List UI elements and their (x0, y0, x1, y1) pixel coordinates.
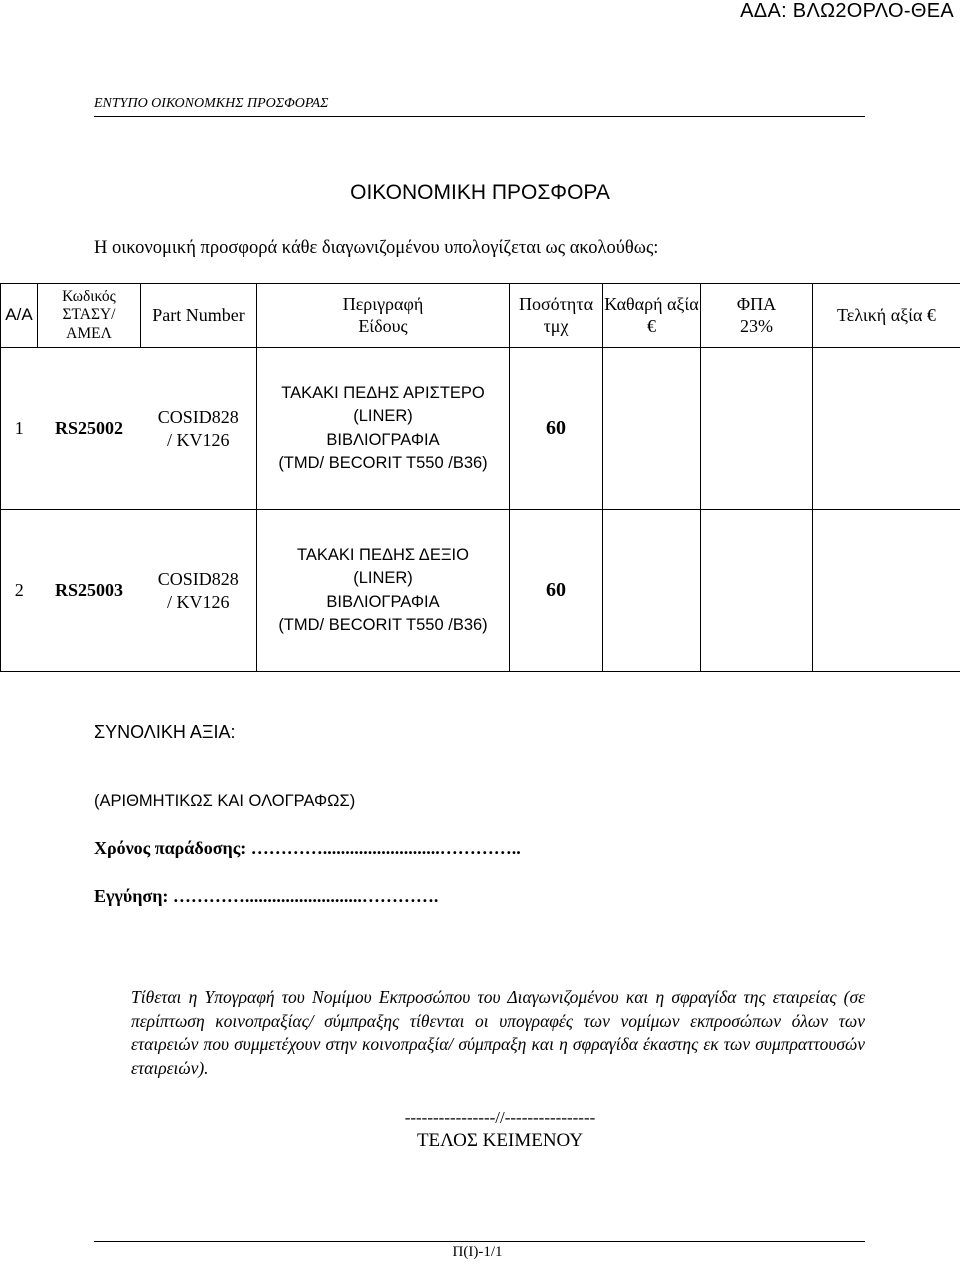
header-net-value-line2: € (647, 315, 656, 336)
row-aa: 1 (1, 348, 38, 510)
table-row (1, 510, 960, 672)
row-description-line4: (TMD/ BECORIT T550 /B36) (278, 453, 488, 472)
row-total (813, 348, 960, 510)
row-description-line2: (LINER) (353, 569, 413, 588)
header-code-line2: ΣΤΑΣΥ/ (62, 306, 116, 324)
header-aa: Α/Α (1, 284, 38, 348)
row-part-line2: / KV126 (167, 591, 230, 612)
row-code: RS25003 (38, 510, 141, 672)
row-description-line1: ΤΑΚΑΚΙ ΠΕΔΗΣ ΑΡΙΣΤΕΡΟ (281, 384, 485, 403)
row-quantity: 60 (510, 510, 603, 672)
intro-text: Η οικονομική προσφορά κάθε διαγωνιζομένου υπολογίζεται ως ακολούθως: (94, 238, 659, 258)
signature-instructions: Τίθεται η Υπογραφή του Νομίμου Εκπροσώπου του Διαγωνιζομένου και η σφραγίδα της εταιρείας (σε περίπτωση κοινοπραξίας/ σύμπραξης τίθενται οι υπογραφές των νομίμων εκπροσώπων όλων των εταιρειών που συμμετέχουν στην κοινοπραξία/ σύμπραξη και η σφραγίδα έκαστης εκ των συμπραττουσών εταιρειών). (131, 987, 865, 1078)
row-description-line3: ΒΙΒΛΙΟΓΡΑΦΙΑ (326, 430, 440, 449)
row-part-number (141, 348, 257, 510)
header-net-value (603, 284, 701, 348)
row-description-line4: (TMD/ BECORIT T550 /B36) (278, 615, 488, 634)
row-description (257, 348, 510, 510)
header-divider (94, 116, 865, 117)
header-code (38, 284, 141, 348)
header-quantity (510, 284, 603, 348)
in-words-note: (ΑΡΙΘΜΗΤΙΚΩΣ ΚΑΙ ΟΛΟΓΡΑΦΩΣ) (94, 792, 356, 810)
header-description-line2: Είδους (358, 315, 408, 336)
page-number: Π(Ι)-1/1 (452, 1244, 503, 1260)
row-vat (701, 510, 813, 672)
row-part-number (141, 510, 257, 672)
header-quantity-line2: τμχ (543, 315, 569, 336)
header-vat (701, 284, 813, 348)
header-part-number: Part Number (141, 284, 257, 348)
row-part-line1: COSID828 (157, 407, 239, 427)
row-part-line1: COSID828 (157, 569, 239, 589)
row-code: RS25002 (38, 348, 141, 510)
row-vat (701, 348, 813, 510)
header-description (257, 284, 510, 348)
header-quantity-line1: Ποσότητα (518, 293, 593, 314)
table-header-row (1, 284, 960, 348)
row-aa: 2 (1, 510, 38, 672)
ada-code: ΑΔΑ: ΒΛΩ2ΟΡΛΟ-ΘΕΑ (740, 0, 954, 22)
row-description-line1: ΤΑΚΑΚΙ ΠΕΔΗΣ ΔΕΞΙΟ (297, 546, 469, 565)
header-description-line1: Περιγραφή (342, 293, 424, 314)
table-row (1, 348, 960, 510)
offer-table (0, 283, 960, 672)
delivery-time-field: Χρόνος παράδοσης: …………..........................………….. (94, 838, 521, 858)
footer-divider (94, 1241, 865, 1242)
total-value-label: ΣΥΝΟΛΙΚΗ ΑΞΙΑ: (94, 722, 236, 742)
header-code-line3: ΑΜΕΛ (66, 324, 112, 342)
row-total (813, 510, 960, 672)
row-quantity: 60 (510, 348, 603, 510)
row-part-line2: / KV126 (167, 429, 230, 450)
end-dashes: ----------------//---------------- (404, 1108, 596, 1127)
header-net-value-line1: Καθαρή αξία (604, 293, 699, 314)
row-net-value (603, 510, 701, 672)
warranty-field: Εγγύηση: …………..........................…………. (94, 886, 439, 906)
form-label: ΕΝΤΥΠΟ ΟΙΚΟΝΟΜΚΗΣ ΠΡΟΣΦΟΡΑΣ (94, 96, 329, 111)
header-vat-line2: 23% (740, 315, 773, 336)
row-description-line3: ΒΙΒΛΙΟΓΡΑΦΙΑ (326, 592, 440, 611)
row-net-value (603, 348, 701, 510)
end-of-text: ΤΕΛΟΣ ΚΕΙΜΕΝΟΥ (416, 1130, 584, 1151)
header-vat-line1: ΦΠΑ (736, 293, 777, 314)
row-description (257, 510, 510, 672)
header-total: Τελική αξία € (813, 284, 960, 348)
header-code-line1: Κωδικός (62, 287, 116, 305)
row-description-line2: (LINER) (353, 407, 413, 426)
document-title: ΟΙΚΟΝΟΜΙΚΗ ΠΡΟΣΦΟΡΑ (350, 181, 610, 204)
